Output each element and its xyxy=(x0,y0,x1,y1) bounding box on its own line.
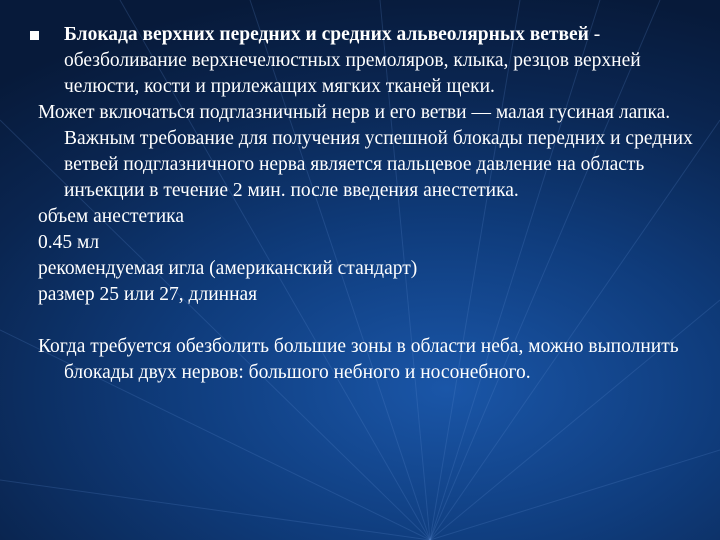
needle-value: размер 25 или 27, длинная xyxy=(38,284,258,305)
bullet-rest-text: - обезболивание верхнечелюстных премоляров, клыка, резцов верхней челюсти, кости и прилежащих мягких тканей щеки. xyxy=(64,24,641,97)
bullet-lead-text: Блокада верхних передних и средних альвеолярных ветвей xyxy=(64,24,589,45)
paragraph-infraorbital-text: Может включаться подглазничный нерв и его ветви — малая гусиная лапка. Важным требование для получения успешной блокады передних и средних ветвей подглазничного нерва является пальцевое давление на область инъекции в течение 2 мин. после введения анестетика. xyxy=(38,102,693,201)
anesthetic-volume-value: 0.45 мл xyxy=(38,232,100,253)
square-bullet-icon xyxy=(30,31,39,40)
bullet-paragraph xyxy=(38,22,698,100)
paragraph-palate xyxy=(38,334,698,386)
paragraph-spacer xyxy=(38,308,698,334)
paragraph-palate-text: Когда требуется обезболить большие зоны в области неба, можно выполнить блокады двух нервов: большого небного и носонебного. xyxy=(38,336,679,383)
anesthetic-volume-label: объем анестетика xyxy=(38,206,184,227)
needle-label: рекомендуемая игла (американский стандарт) xyxy=(38,258,418,279)
slide-body xyxy=(38,22,698,386)
paragraph-infraorbital xyxy=(38,100,698,308)
